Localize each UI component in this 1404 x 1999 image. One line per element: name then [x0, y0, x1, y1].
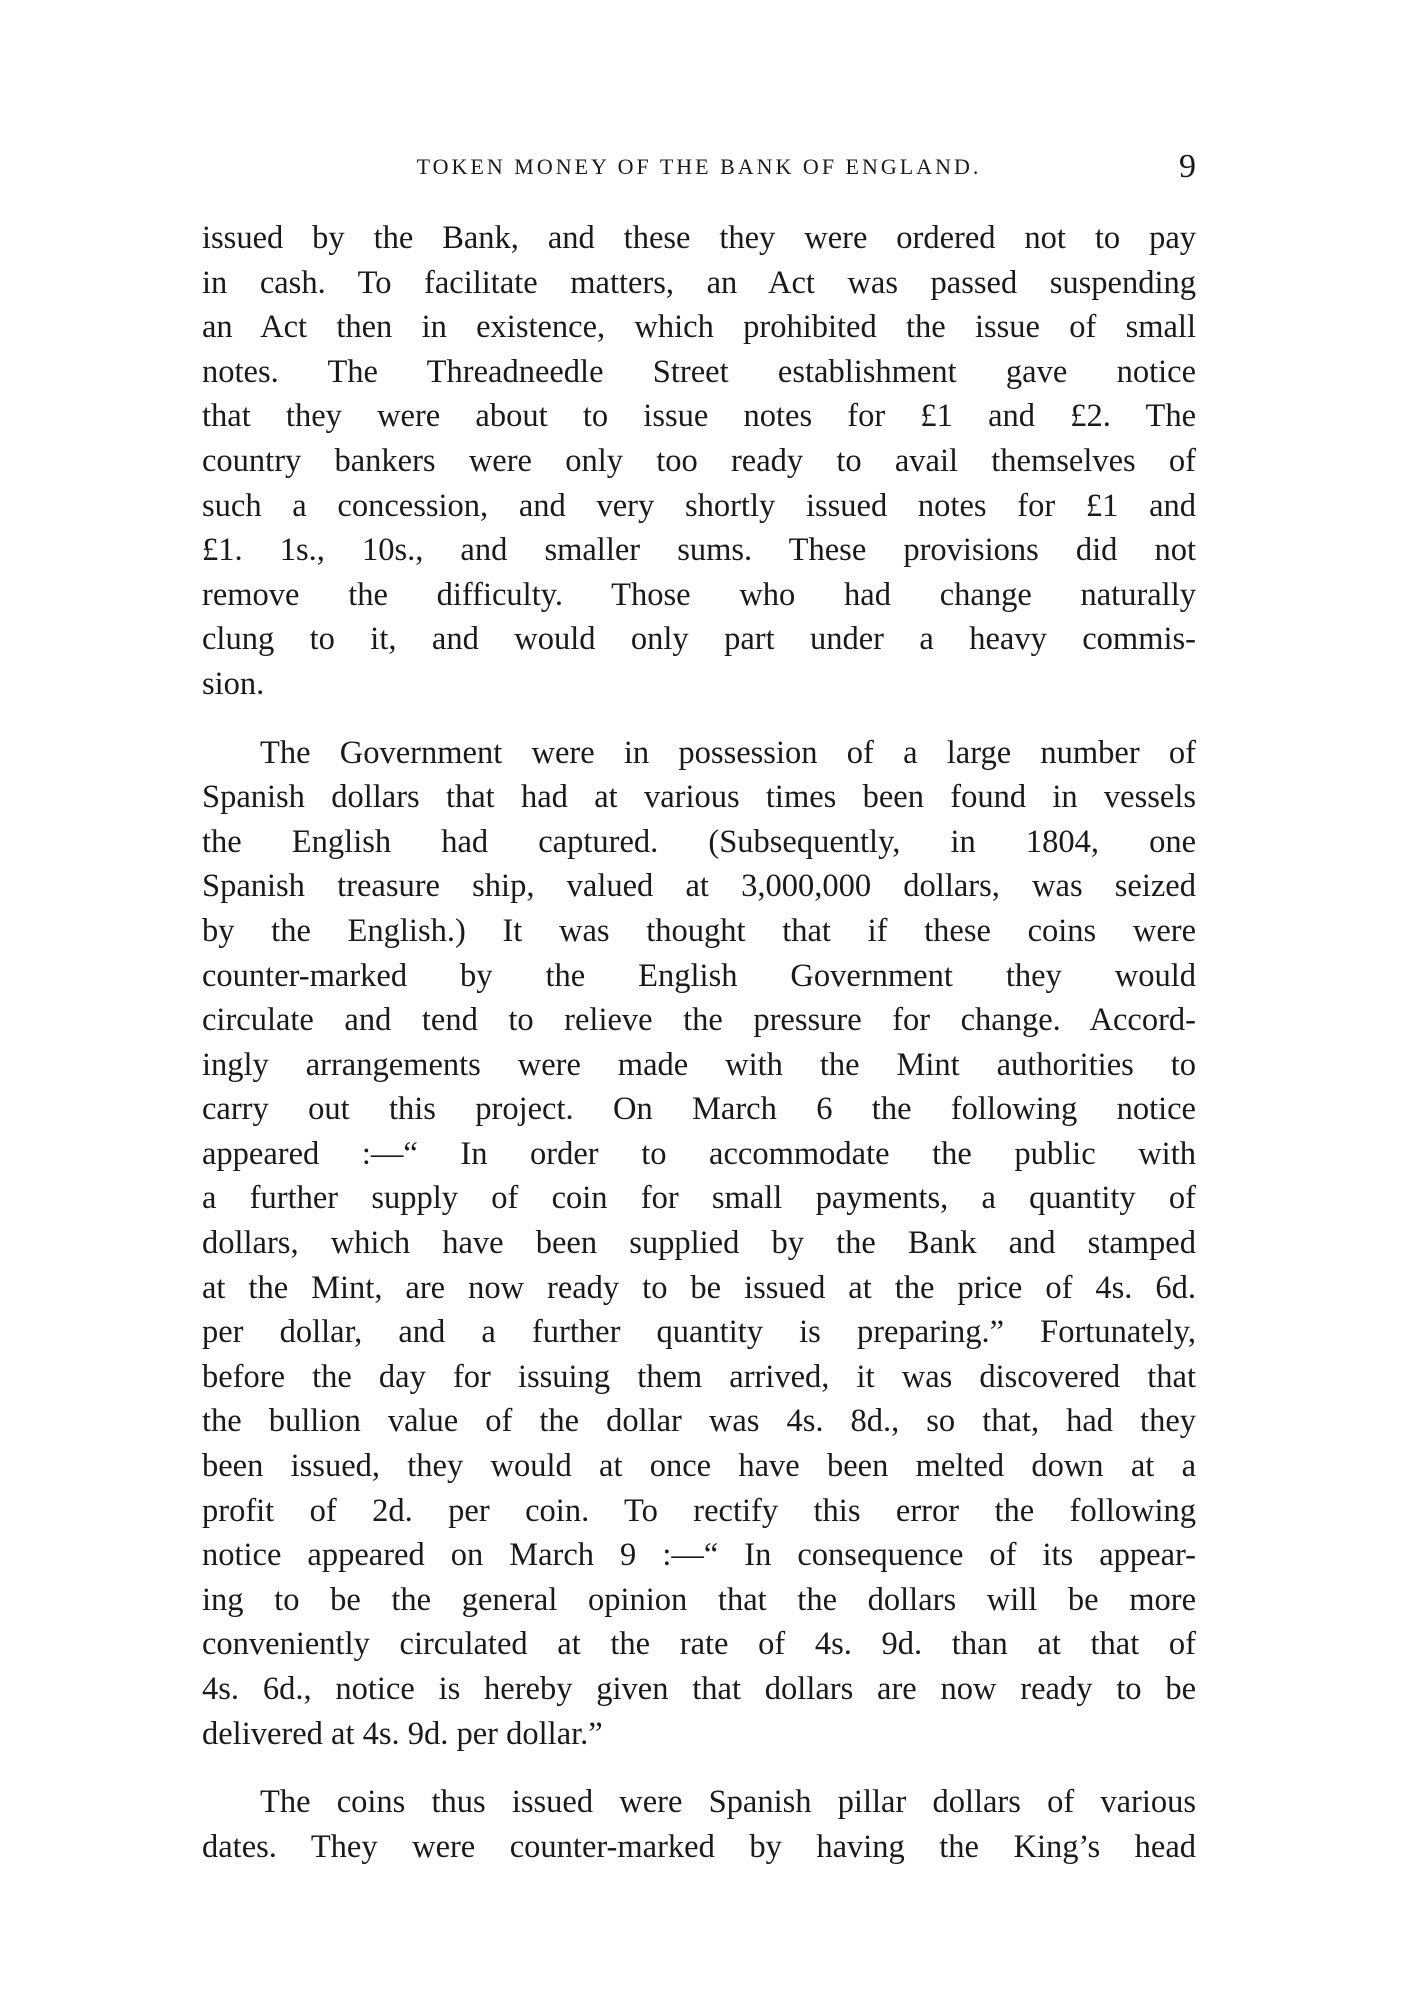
text-line: notes. The Threadneedle Street establishment gave notice: [202, 353, 1196, 390]
text-line: clung to it, and would only part under a heavy commis-: [202, 621, 1196, 658]
text-line: The Government were in possession of a large number of: [260, 734, 1196, 771]
text-line: an Act then in existence, which prohibited the issue of small: [202, 309, 1196, 346]
book-page: [202, 148, 1196, 1869]
text-line: in cash. To facilitate matters, an Act was passed suspending: [202, 264, 1196, 301]
text-line: circulate and tend to relieve the pressure for change. Accord-: [202, 1002, 1196, 1039]
text-line: appeared :—“ In order to accommodate the public with: [202, 1135, 1196, 1172]
text-line: 4s. 6d., notice is hereby given that dollars are now ready to be: [202, 1671, 1196, 1707]
text-line: been issued, they would at once have been melted down at a: [202, 1448, 1196, 1485]
text-line: issued by the Bank, and these they were ordered not to pay: [202, 220, 1196, 256]
text-line: ingly arrangements were made with the Mint authorities to: [202, 1046, 1196, 1083]
running-title: TOKEN MONEY OF THE BANK OF ENGLAND.: [416, 154, 982, 179]
text-line: profit of 2d. per coin. To rectify this error the following: [202, 1492, 1196, 1529]
text-line: counter-marked by the English Government they would: [202, 957, 1196, 994]
page-number: 9: [1179, 148, 1196, 185]
text-line: that they were about to issue notes for £1 and £2. The: [202, 398, 1196, 435]
text-line: Spanish treasure ship, valued at 3,000,000 dollars, was seized: [202, 868, 1196, 905]
running-head: [202, 148, 1196, 188]
text-line: dollars, which have been supplied by the Bank and stamped: [202, 1225, 1196, 1262]
text-line: country bankers were only too ready to avail themselves of: [202, 442, 1196, 479]
paragraph-2: [202, 731, 1196, 1757]
text-line: at the Mint, are now ready to be issued at the price of 4s. 6d.: [202, 1269, 1196, 1306]
text-line: per dollar, and a further quantity is preparing.” Fortunately,: [202, 1314, 1196, 1351]
text-line: The coins thus issued were Spanish pillar dollars of various: [260, 1784, 1196, 1821]
paragraph-1: [202, 216, 1196, 707]
text-line: Spanish dollars that had at various times been found in vessels: [202, 779, 1196, 816]
text-line: notice appeared on March 9 :—“ In consequence of its appear-: [202, 1537, 1196, 1574]
text-line: dates. They were counter-marked by having the King’s head: [202, 1828, 1196, 1865]
text-line: the English had captured. (Subsequently, in 1804, one: [202, 823, 1196, 860]
text-line: by the English.) It was thought that if these coins were: [202, 912, 1196, 949]
text-line: delivered at 4s. 9d. per dollar.”: [202, 1715, 603, 1752]
text-line: before the day for issuing them arrived, it was discovered that: [202, 1358, 1196, 1395]
text-line: such a concession, and very shortly issued notes for £1 and: [202, 487, 1196, 524]
text-line: the bullion value of the dollar was 4s. 8d., so that, had they: [202, 1403, 1196, 1440]
text-line: ing to be the general opinion that the dollars will be more: [202, 1581, 1196, 1618]
text-line: sion.: [202, 665, 265, 702]
text-line: carry out this project. On March 6 the following notice: [202, 1091, 1196, 1128]
text-line: a further supply of coin for small payments, a quantity of: [202, 1180, 1196, 1217]
text-line: conveniently circulated at the rate of 4s. 9d. than at that of: [202, 1626, 1196, 1663]
paragraph-3: [202, 1780, 1196, 1869]
text-line: remove the difficulty. Those who had change naturally: [202, 576, 1196, 613]
text-line: £1. 1s., 10s., and smaller sums. These provisions did not: [202, 532, 1196, 569]
